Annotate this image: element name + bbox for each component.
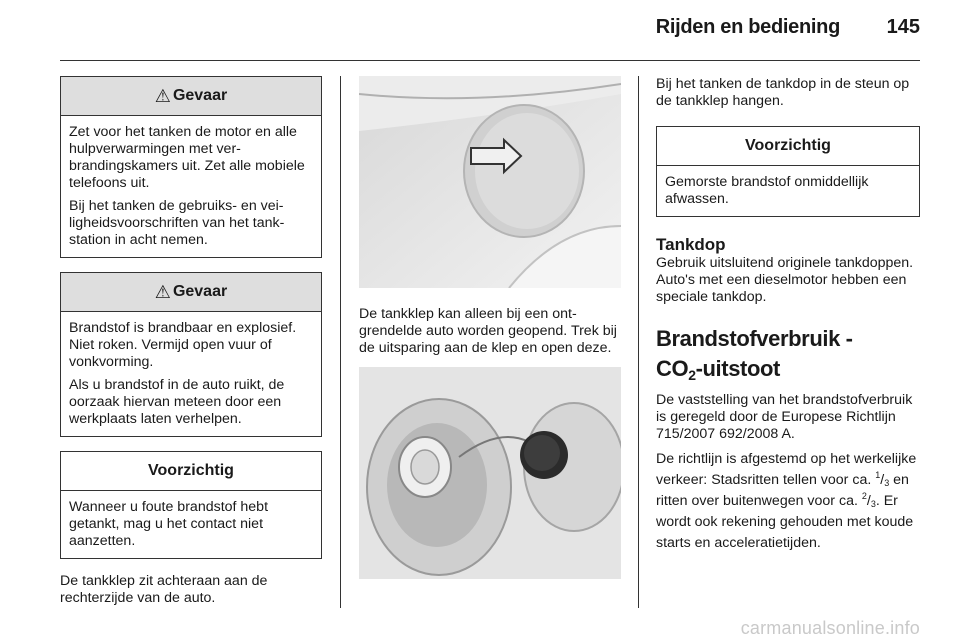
header-rule: [60, 60, 920, 61]
body-paragraph: De vaststelling van het brandstofverbruik is geregeld door de Europese Richtlijn 715/2007 692/2008 A.: [656, 392, 913, 442]
page-number: 145: [886, 16, 920, 38]
section-heading: [656, 324, 920, 384]
column-divider-2: [638, 76, 639, 608]
fuel-cap-photo: [359, 367, 621, 579]
fraction-slash: /: [880, 472, 885, 488]
caution-text: Wanneer u foute brandstof hebt getankt, mag u het contact niet aanzetten.: [69, 499, 269, 549]
fraction-slash: /: [866, 493, 871, 509]
caution-box-2: [656, 126, 920, 217]
watermark: carmanualsonline.info: [740, 618, 920, 638]
warning-text: Zet voor het tanken de motor en alle hulpverwarmingen met verbrandingskamers uit. Zet alle mobiele telefoons uit.: [69, 124, 305, 191]
column-divider-1: [340, 76, 341, 608]
fraction-denominator: 3: [884, 478, 890, 488]
warning-box-body: [61, 312, 321, 436]
warning-box-2: [60, 272, 322, 437]
warning-triangle-icon: ⚠: [154, 85, 171, 106]
warning-box-header: [61, 273, 321, 312]
text-run: . Er wordt ook rekening gehouden met koude starts en acceleratietijden.: [656, 493, 914, 551]
section-heading-line1: Brandstofverbruik -: [656, 326, 853, 351]
column-2: [359, 76, 621, 579]
fraction-numerator: 2: [861, 491, 867, 501]
section-heading-subscript: 2: [688, 367, 696, 383]
caution-box-body: [61, 491, 321, 558]
caution-box-header: [61, 452, 321, 491]
warning-text: Bij het tanken de gebruiks- en veiligheidsvoorschriften van het tankstation in acht nemen.: [69, 198, 285, 248]
caution-box-body: [657, 166, 919, 216]
warning-heading: Gevaar: [172, 87, 228, 104]
text-run: De richtlijn is afgestemd op het werkelijke verkeer: Stadsritten tellen voor ca.: [656, 451, 917, 488]
subheading-tankdop: Tankdop: [656, 235, 726, 254]
warning-box-header: [61, 77, 321, 116]
body-paragraph: De tankklep zit achteraan aan de rechterzijde van de auto.: [60, 573, 268, 606]
body-paragraph-fractions: [656, 449, 920, 554]
fraction-denominator: 3: [870, 499, 876, 509]
warning-heading: Gevaar: [172, 283, 228, 300]
caution-box-1: [60, 451, 322, 559]
body-paragraph: Gebruik uitsluitend originele tankdoppen. Auto's met een dieselmotor hebben een speciale tankdop.: [656, 255, 914, 305]
text-run: en ritten over buitenwegen voor ca.: [656, 472, 909, 509]
caution-text: Gemorste brandstof onmiddellijk afwassen.: [665, 174, 869, 207]
fraction-numerator: 1: [875, 470, 881, 480]
caution-heading: Voorzichtig: [148, 462, 234, 479]
body-paragraph: De tankklep kan alleen bij een ontgrendelde auto worden geopend. Trek bij de uitsparing aan de klep en open deze.: [359, 306, 617, 356]
column-1: [60, 76, 322, 613]
warning-box-body: [61, 116, 321, 257]
caution-box-header: [657, 127, 919, 166]
page-header-title: Rijden en bediening: [655, 16, 840, 38]
warning-triangle-icon: ⚠: [154, 281, 171, 302]
warning-text: Als u brandstof in de auto ruikt, de oorzaak hiervan meteen door een werkplaats laten verhelpen.: [69, 377, 285, 427]
warning-box-1: [60, 76, 322, 258]
body-paragraph: Bij het tanken de tankdop in de steun op de tankklep hangen.: [656, 76, 910, 109]
caution-heading: Voorzichtig: [745, 137, 831, 154]
warning-text: Brandstof is brandbaar en explosief. Niet roken. Vermijd open vuur of vonkvorming.: [69, 320, 297, 370]
section-heading-co: CO: [656, 356, 689, 381]
column-3: [656, 76, 920, 560]
section-heading-line2: -uitstoot: [695, 356, 780, 381]
fuel-flap-photo: [359, 76, 621, 288]
